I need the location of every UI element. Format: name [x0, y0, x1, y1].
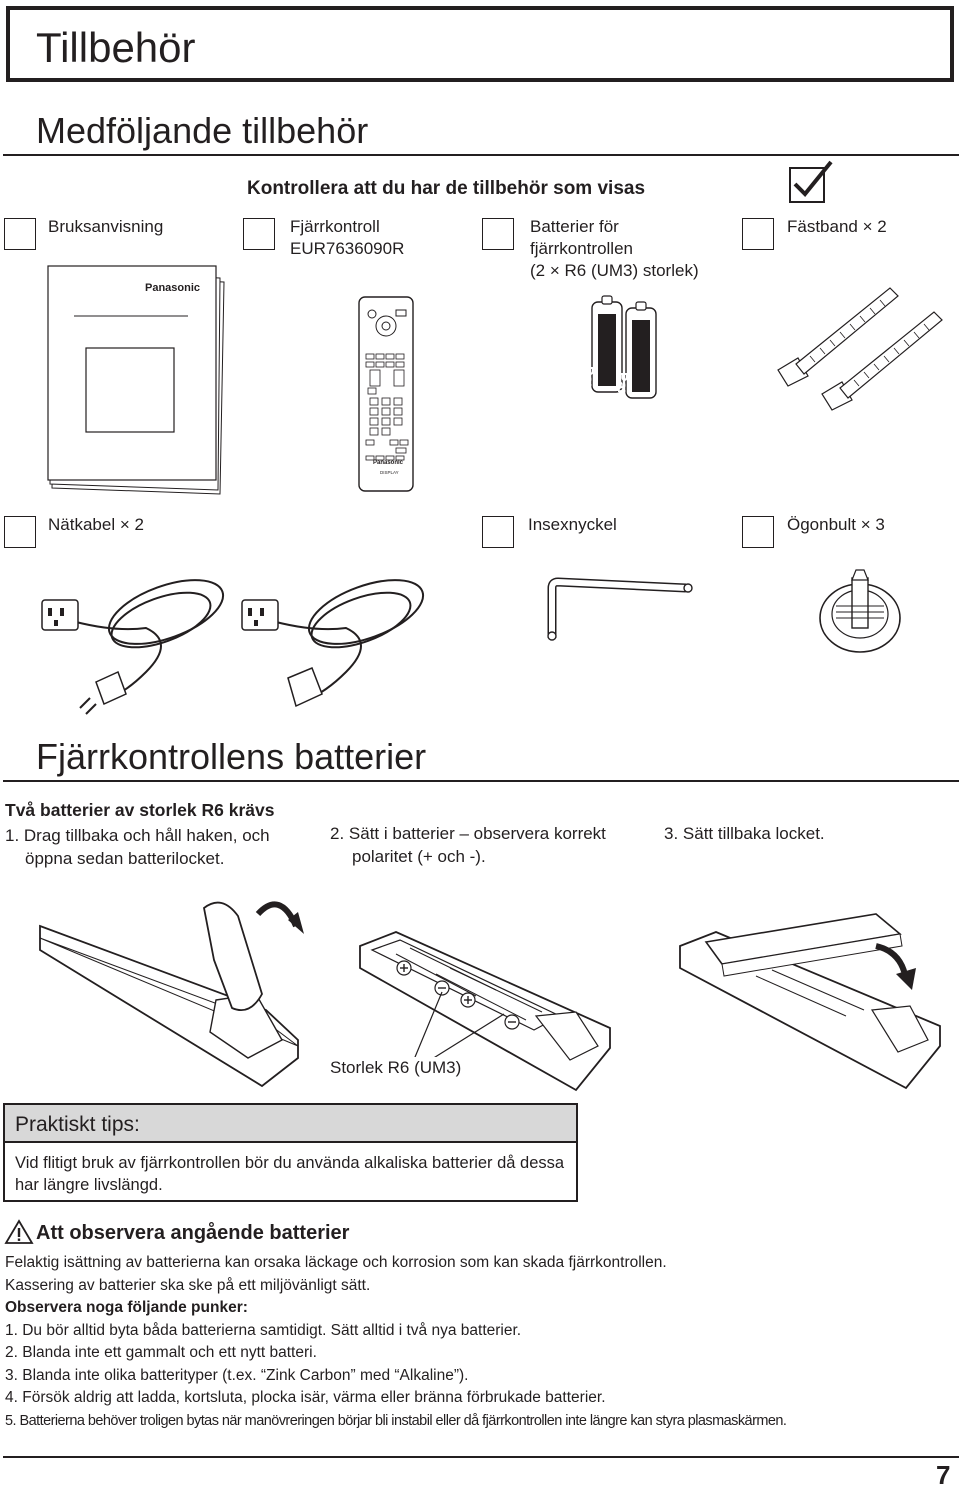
warning-subheading: Observera noga följande punker: — [5, 1299, 248, 1316]
manual-brand: Panasonic — [145, 282, 201, 294]
checkbox-manual[interactable] — [4, 218, 36, 250]
checkbox-bands[interactable] — [742, 218, 774, 250]
label-cable: Nätkabel × 2 — [48, 515, 144, 534]
remote-model-text: DISPLAY — [380, 470, 399, 475]
step-1-line1: 1. Drag tillbaka och håll haken, och — [5, 826, 270, 845]
label-key: Insexnyckel — [528, 515, 617, 534]
title-box — [6, 6, 954, 82]
remote-brand: Panasonic — [373, 460, 404, 466]
warning-line-1: Felaktig isättning av batterierna kan orsaka läckage och korrosion som kan skada fjärrkontrollen. — [5, 1254, 667, 1271]
page-title: Tillbehör — [36, 24, 196, 71]
label-remote-line2: EUR7636090R — [290, 239, 405, 258]
warning-point-4: 4. Försök aldrig att ladda, kortsluta, plocka isär, värma eller bränna förbrukade batterier. — [5, 1389, 606, 1406]
warning-text — [5, 1252, 786, 1432]
step-2-line1: 2. Sätt i batterier – observera korrekt — [330, 824, 606, 843]
tips-body-box — [3, 1143, 578, 1202]
label-batteries-line2: fjärrkontrollen — [530, 239, 633, 258]
step-2-line2: polaritet (+ och -). — [352, 847, 486, 866]
label-remote-line1: Fjärrkontroll — [290, 217, 380, 236]
warning-point-2: 2. Blanda inte ett gammalt och ett nytt batteri. — [5, 1344, 317, 1361]
battery-1-brand: Panasonic — [581, 366, 597, 437]
checkbox-eyebolt[interactable] — [742, 516, 774, 548]
eye-bolt-illustration — [812, 566, 908, 656]
warning-point-3: 3. Blanda inte olika batterityper (t.ex. “Zink Carbon” med “Alkaline”). — [5, 1366, 469, 1384]
section-rule — [3, 154, 959, 156]
page-number: 7 — [936, 1460, 951, 1490]
label-batteries-line3: (2 × R6 (UM3) storlek) — [530, 261, 699, 280]
footer-rule — [3, 1456, 959, 1458]
step-3-line1: 3. Sätt tillbaka locket. — [664, 824, 825, 843]
check-mark-icon — [789, 160, 833, 204]
tips-heading: Praktiskt tips: — [15, 1113, 140, 1136]
power-cables-illustration — [36, 572, 456, 722]
tips-header — [3, 1103, 578, 1143]
size-label: Storlek R6 (UM3) — [330, 1058, 462, 1077]
warning-icon — [5, 1220, 33, 1244]
step-3-illustration — [676, 906, 946, 1096]
step-1-line2: öppna sedan batterilocket. — [25, 849, 225, 868]
manual-illustration — [48, 266, 228, 498]
section-heading-batteries: Fjärrkontrollens batterier — [36, 736, 427, 777]
warning-point-5: 5. Batterierna behöver troligen bytas när manövreringen börjar bli instabil eller då fjärrkontrollen inte längre kan styra plasmaskärmen. — [5, 1412, 787, 1429]
checkbox-batteries[interactable] — [482, 218, 514, 250]
section-heading-accessories: Medföljande tillbehör — [36, 110, 369, 151]
step-1-illustration — [36, 890, 306, 1090]
label-manual: Bruksanvisning — [48, 217, 164, 236]
batteries-required: Två batterier av storlek R6 krävs — [5, 800, 275, 820]
cable-ties-illustration — [770, 286, 950, 412]
checkbox-cable[interactable] — [4, 516, 36, 548]
label-bands: Fästband × 2 — [787, 217, 887, 236]
checkbox-remote[interactable] — [243, 218, 275, 250]
warning-heading: Att observera angående batterier — [36, 1222, 350, 1244]
warning-line-2: Kassering av batterier ska ske på ett miljövänligt sätt. — [5, 1276, 371, 1294]
battery-2-brand: Panasonic — [615, 372, 631, 443]
label-eyebolt: Ögonbult × 3 — [787, 515, 885, 534]
check-intro: Kontrollera att du har de tillbehör som visas — [247, 178, 646, 199]
section-rule-2 — [3, 780, 959, 782]
hex-key-illustration — [546, 578, 696, 644]
label-batteries-line1: Batterier för — [530, 217, 619, 236]
checkbox-key[interactable] — [482, 516, 514, 548]
tips-body: Vid flitigt bruk av fjärrkontrollen bör du använda alkaliska batterier då dessa har längre livslängd. — [15, 1154, 565, 1194]
warning-point-1: 1. Du bör alltid byta båda batterierna samtidigt. Sätt alltid i två nya batterier. — [5, 1321, 522, 1339]
